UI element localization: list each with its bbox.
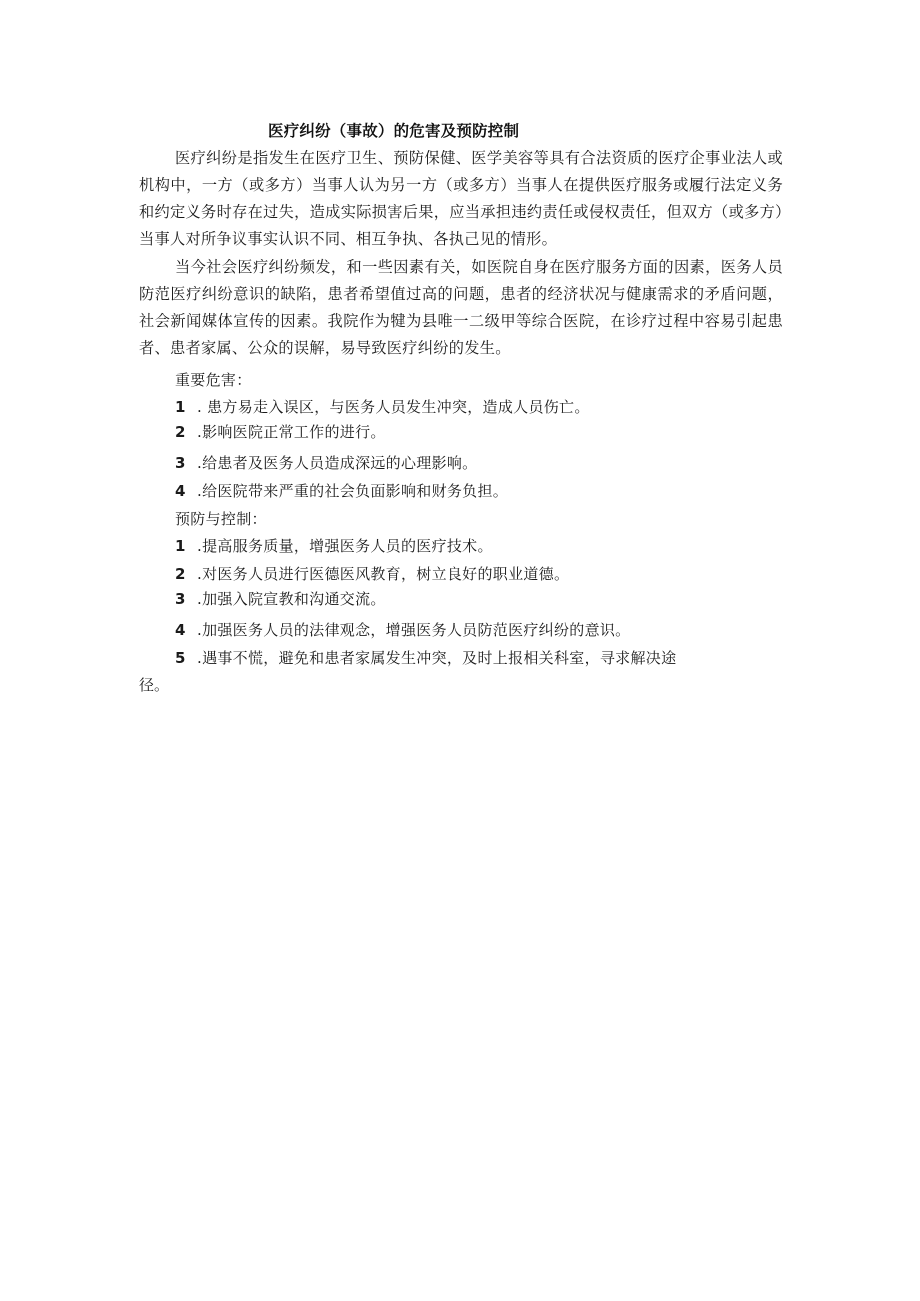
prevention-item-wrap: 径。 <box>139 676 170 694</box>
hazard-item <box>175 397 590 417</box>
list-text: .加强入院宣教和沟通交流。 <box>197 590 386 608</box>
prevention-item <box>175 536 493 556</box>
hazard-item <box>175 422 386 442</box>
list-text: .加强医务人员的法律观念，增强医务人员防范医疗纠纷的意识。 <box>197 621 631 639</box>
list-text: . 患方易走入误区，与医务人员发生冲突，造成人员伤亡。 <box>197 398 590 416</box>
hazards-heading: 重要危害： <box>175 371 252 389</box>
hazard-item <box>175 453 477 473</box>
list-number: 1 <box>175 537 186 555</box>
prevention-item <box>175 620 630 640</box>
list-text: .提高服务质量，增强医务人员的医疗技术。 <box>197 537 493 555</box>
list-number: 1 <box>175 398 186 416</box>
prevention-item <box>175 589 386 609</box>
list-text: .对医务人员进行医德医风教育，树立良好的职业道德。 <box>197 565 570 583</box>
list-text: .给医院带来严重的社会负面影响和财务负担。 <box>197 482 509 500</box>
list-number: 3 <box>175 454 186 472</box>
list-text: .给患者及医务人员造成深远的心理影响。 <box>197 454 478 472</box>
prevention-item <box>175 648 676 668</box>
paragraph-definition: 医疗纠纷是指发生在医疗卫生、预防保健、医学美容等具有合法资质的医疗企事业法人或机构中，一方（或多方）当事人认为另一方（或多方）当事人在提供医疗服务或履行法定义务和约定义务时存在过失，造成实际损害后果，应当承担违约责任或侵权责任，但双方（或多方）当事人对所争议事实认识不同、相互争执、各执己见的情形。 <box>139 149 783 248</box>
prevention-heading: 预防与控制： <box>175 510 267 528</box>
list-text: .影响医院正常工作的进行。 <box>197 423 386 441</box>
list-text: .遇事不慌，避免和患者家属发生冲突，及时上报相关科室，寻求解决途 <box>197 649 677 667</box>
list-number: 2 <box>175 565 186 583</box>
list-number: 2 <box>175 423 186 441</box>
list-number: 3 <box>175 590 186 608</box>
hazard-item <box>175 481 508 501</box>
list-number: 4 <box>175 482 186 500</box>
prevention-item <box>175 564 569 584</box>
document-title: 医疗纠纷（事故）的危害及预防控制 <box>268 122 520 140</box>
list-number: 5 <box>175 649 186 667</box>
paragraph-causes: 当今社会医疗纠纷频发，和一些因素有关，如医院自身在医疗服务方面的因素，医务人员防范医疗纠纷意识的缺陷，患者希望值过高的问题，患者的经济状况与健康需求的矛盾问题，社会新闻媒体宣传的因素。我院作为犍为县唯一二级甲等综合医院，在诊疗过程中容易引起患者、患者家属、公众的误解，易导致医疗纠纷的发生。 <box>139 258 783 357</box>
list-number: 4 <box>175 621 186 639</box>
